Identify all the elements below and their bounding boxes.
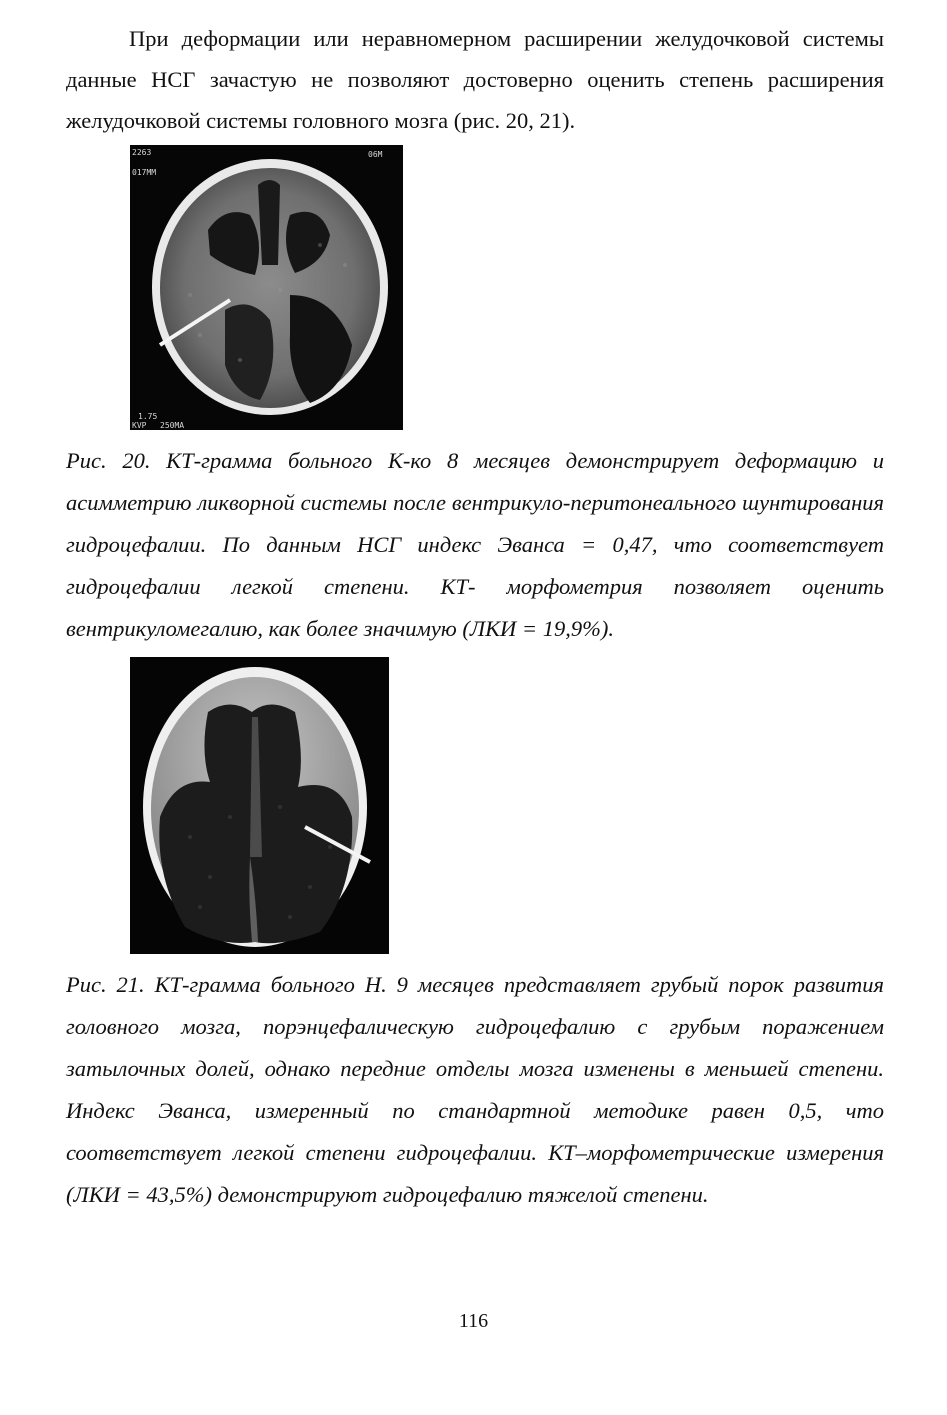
overlay-bottom-mid: 250MA	[160, 421, 185, 430]
figure-21-caption: Рис. 21. КТ-грамма больного Н. 9 месяцев представляет грубый порок развития головного мозга, порэнцефалическую гидроцефалию с грубым поражением затылочных долей, однако передние отделы мозга изменены в меньшей степени. Индекс Эванса, измеренный по стандартной методике равен 0,5, что соответствует легкой степени гидроцефалии. КТ–морфометрические измерения (ЛКИ = 43,5%) демонстрируют гидроцефалию тяжелой степени.	[66, 972, 884, 1207]
intro-paragraph: При деформации или неравномерном расширении желудочковой системы данные НСГ зачастую не позволяют достоверно оценить степень расширения желудочковой системы головного мозга (рис. 20, 21).	[66, 26, 884, 133]
overlay-top-right: 06M	[368, 150, 383, 159]
overlay-top-left: 2263	[132, 148, 152, 157]
page-number: 116	[458, 1310, 489, 1332]
ct-scan-image-21	[130, 657, 389, 954]
figure-20-ct-scan	[130, 145, 403, 430]
figure-20-caption: Рис. 20. КТ-грамма больного К-ко 8 месяцев демонстрирует деформацию и асимметрию ликворной системы после вентрикуло-перитонеального шунтирования гидроцефалии. По данным НСГ индекс Эванса = 0,47, что соответствует гидроцефалии легкой степени. КТ- морфометрия позволяет оценить вентрикуломегалию, как более значимую (ЛКИ = 19,9%).	[66, 448, 884, 641]
ct-scan-image-20	[130, 145, 403, 430]
figure-21-ct-scan	[130, 657, 389, 954]
overlay-top-left-2: 017MM	[132, 168, 157, 177]
overlay-bottom-left-2: KVP	[132, 421, 147, 430]
overlay-bottom-left: 1.75	[138, 412, 158, 421]
